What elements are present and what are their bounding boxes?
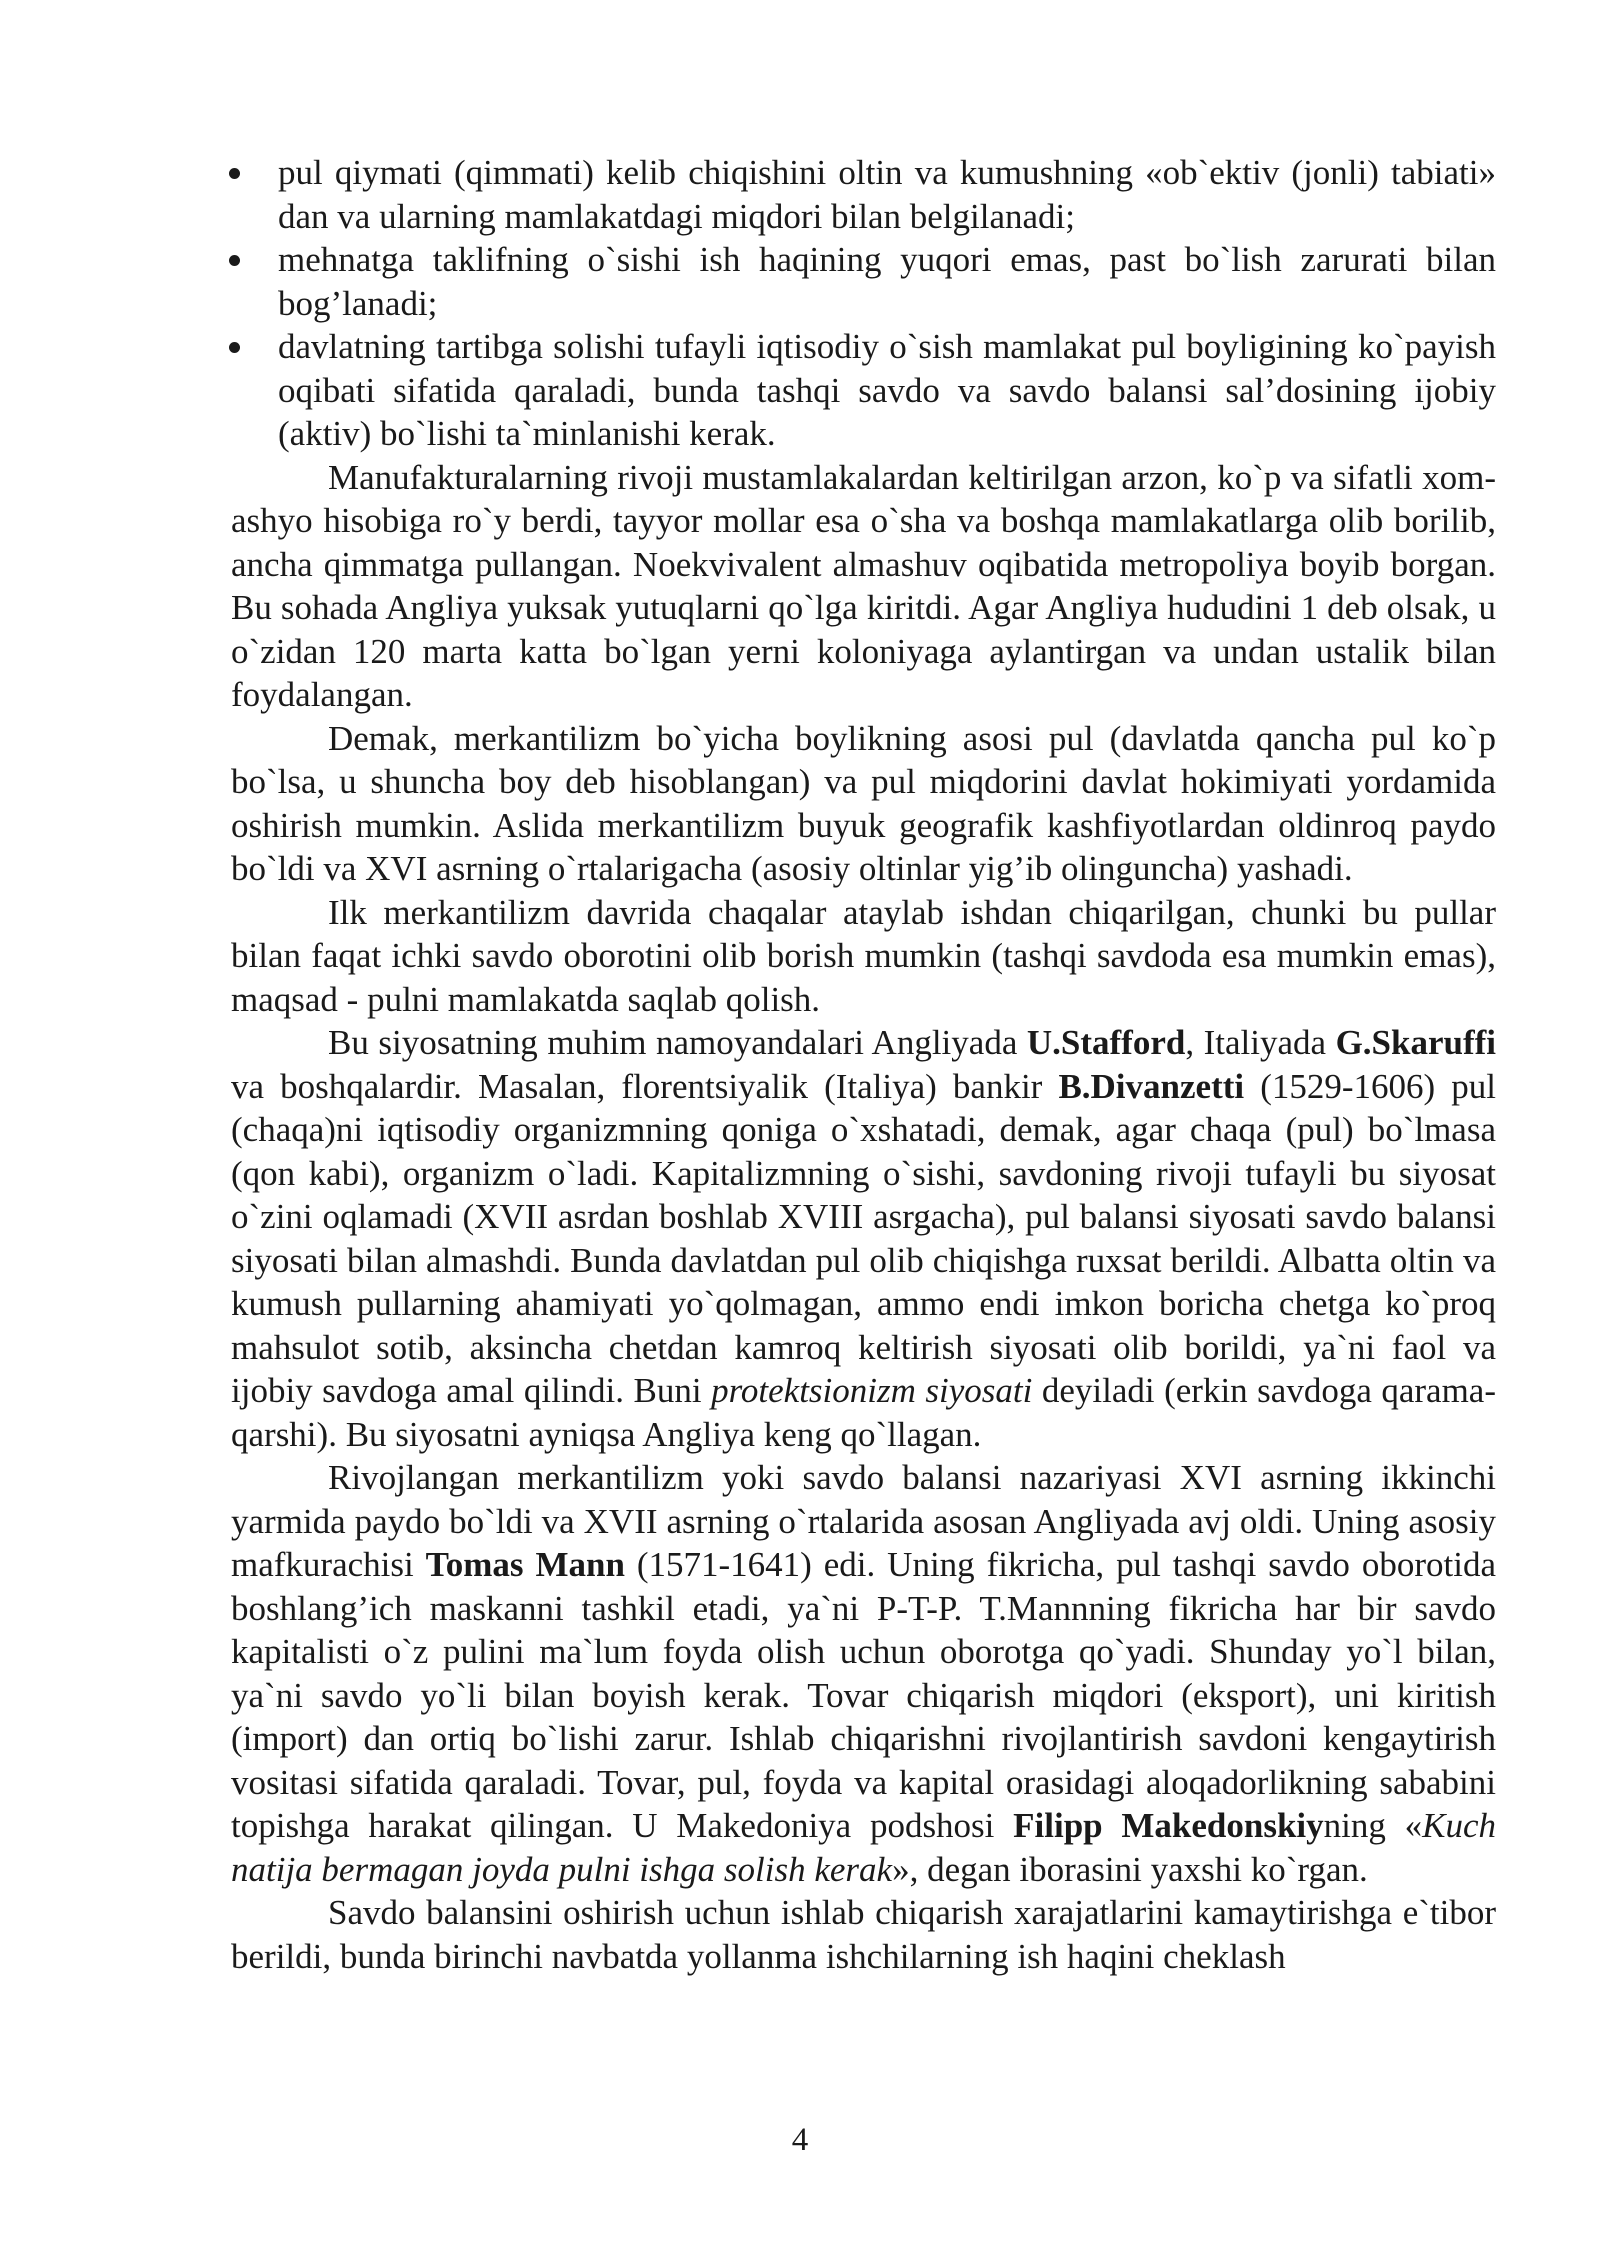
text-run: Rivojlangan merkantilizm yoki savdo balansi nazariyasi XVI asrning ikkinchi yarmida paydo bo`ldi va XVII asrning o`rtalarida asosan Angliyada avj oldi. Uning asosiy mafkurachisi: [231, 1458, 1496, 1584]
text-run: », degan iborasini yaxshi ko`rgan.: [892, 1849, 1368, 1889]
text-run: ning «: [1323, 1806, 1423, 1845]
text-run: va boshqalardir. Masalan, florentsiyalik (Italiya) bankir: [231, 1066, 1059, 1106]
page-number: 4: [791, 2122, 809, 2158]
person-name: G.Skaruffi: [1335, 1023, 1497, 1062]
text-run: deyiladi (erkin savdoga qarama-qarshi). Bu siyosatni ayniqsa Angliya keng qo`llagan.: [231, 1371, 1496, 1454]
bullet-text: mehnatga taklifning o`sishi ish haqining yuqori emas, past bo`lish zarurati bilan bog’lanadi;: [278, 240, 1496, 323]
bullet-icon: [229, 342, 240, 353]
document-body: [231, 151, 1496, 1978]
person-name: B.Divanzetti: [1058, 1066, 1245, 1106]
bullet-icon: [229, 168, 240, 179]
quote-text: Kuch natija bermagan joyda pulni ishga solish kerak: [231, 1806, 1496, 1889]
text-run: (1571-1641) edi. Uning fikricha, pul tashqi savdo oborotida boshlang’ich maskanni tashkil etadi, ya`ni P-T-P. T.Mannning fikricha har bir savdo kapitalisti o`z pulini ma`lum foyda olish uchun oborotga qo`yadi. Shunday yo`l bilan, ya`ni savdo yo`li bilan boyish kerak. Tovar chiqarish miqdori (eksport), uni kiritish (import) dan ortiq bo`lishi zarur. Ishlab chiqarishni rivojlantirish savdoni kengaytirish vositasi sifatida qaraladi. Tovar, pul, foyda va kapital orasidagi aloqadorlikning sababini topishga harakat qilingan. U Makedoniya podshosi: [231, 1545, 1496, 1845]
bullet-list: [231, 151, 1496, 456]
paragraph-namoyandalar: [231, 1021, 1496, 1456]
bullet-item: [231, 325, 1496, 456]
text-run: Bu siyosatning muhim namoyandalari Angliyada: [328, 1023, 1027, 1062]
paragraph-manufaktura: Manufakturalarning rivoji mustamlakalardan keltirilgan arzon, ko`p va sifatli xom-ashyo hisobiga ro`y berdi, tayyor mollar esa o`sha va boshqa mamlakatlarga olib borilib, ancha qimmatga pullangan. Noekvivalent almashuv oqibatida metropoliya boyib borgan. Bu sohada Angliya yuksak yutuqlarni qo`lga kiritdi. Agar Angliya hududini 1 deb olsak, u o`zidan 120 marta katta bo`lgan yerni koloniyaga aylantirgan va undan ustalik bilan foydalangan.: [231, 457, 1496, 714]
person-name: U.Stafford: [1026, 1023, 1186, 1062]
paragraph-ilk-merkantilizm: Ilk merkantilizm davrida chaqalar ataylab ishdan chiqarilgan, chunki bu pullar bilan faqat ichki savdo oborotini olib borish mumkin (tashqi savdoda esa mumkin emas), maqsad - pulni mamlakatda saqlab qolish.: [231, 892, 1496, 1019]
bullet-icon: [229, 255, 240, 266]
bullet-item: [231, 238, 1496, 325]
text-run: (1529-1606) pul (chaqa)ni iqtisodiy organizmning qoniga o`xshatadi, demak, agar chaqa (pul) bo`lmasa (qon kabi), organizm o`ladi. Kapitalizmning o`sishi, savdoning rivoji tufayli bu siyosat o`zini oqlamadi (XVII asrdan boshlab XVIII asrgacha), pul balansi siyosati savdo balansi siyosati bilan almashdi. Bunda davlatdan pul olib chiqishga ruxsat berildi. Albatta oltin va kumush pullarning ahamiyati yo`qolmagan, ammo endi imkon boricha chetga ko`proq mahsulot sotib, aksincha chetdan kamroq keltirish siyosati olib borildi, ya`ni faol va ijobiy savdoga amal qilindi. Buni: [231, 1066, 1496, 1410]
paragraph-demak: Demak, merkantilizm bo`yicha boylikning asosi pul (davlatda qancha pul ko`p bo`lsa, u shuncha boy deb hisoblangan) va pul miqdorini davlat hokimiyati yordamida oshirish mumkin. Aslida merkantilizm buyuk geografik kashfiyotlardan oldinroq paydo bo`ldi va XVI asrning o`rtalarigacha (asosiy oltinlar yig’ib olinguncha) yashadi.: [231, 718, 1496, 888]
person-name: Tomas Mann: [425, 1545, 625, 1584]
text-run: , Italiyada: [1185, 1023, 1336, 1062]
paragraph-savdo-balansi: Savdo balansini oshirish uchun ishlab chiqarish xarajatlarini kamaytirishga e`tibor berildi, bunda birinchi navbatda yollanma ishchilarning ish haqini cheklash: [231, 1893, 1496, 1976]
bullet-item: [231, 151, 1496, 238]
paragraph-rivojlangan: [231, 1456, 1496, 1891]
bullet-text: davlatning tartibga solishi tufayli iqtisodiy o`sish mamlakat pul boyligining ko`payish oqibati sifatida qaraladi, bunda tashqi savdo va savdo balansi sal’dosining ijobiy (aktiv) bo`lishi ta`minlanishi kerak.: [278, 327, 1496, 453]
bullet-text: pul qiymati (qimmati) kelib chiqishini oltin va kumushning «ob`ektiv (jonli) tabiati» dan va ularning mamlakatdagi miqdori bilan belgilanadi;: [278, 153, 1496, 236]
emphasis-term: protektsionizm siyosati: [711, 1371, 1033, 1410]
person-name: Filipp Makedonskiy: [1013, 1806, 1324, 1845]
